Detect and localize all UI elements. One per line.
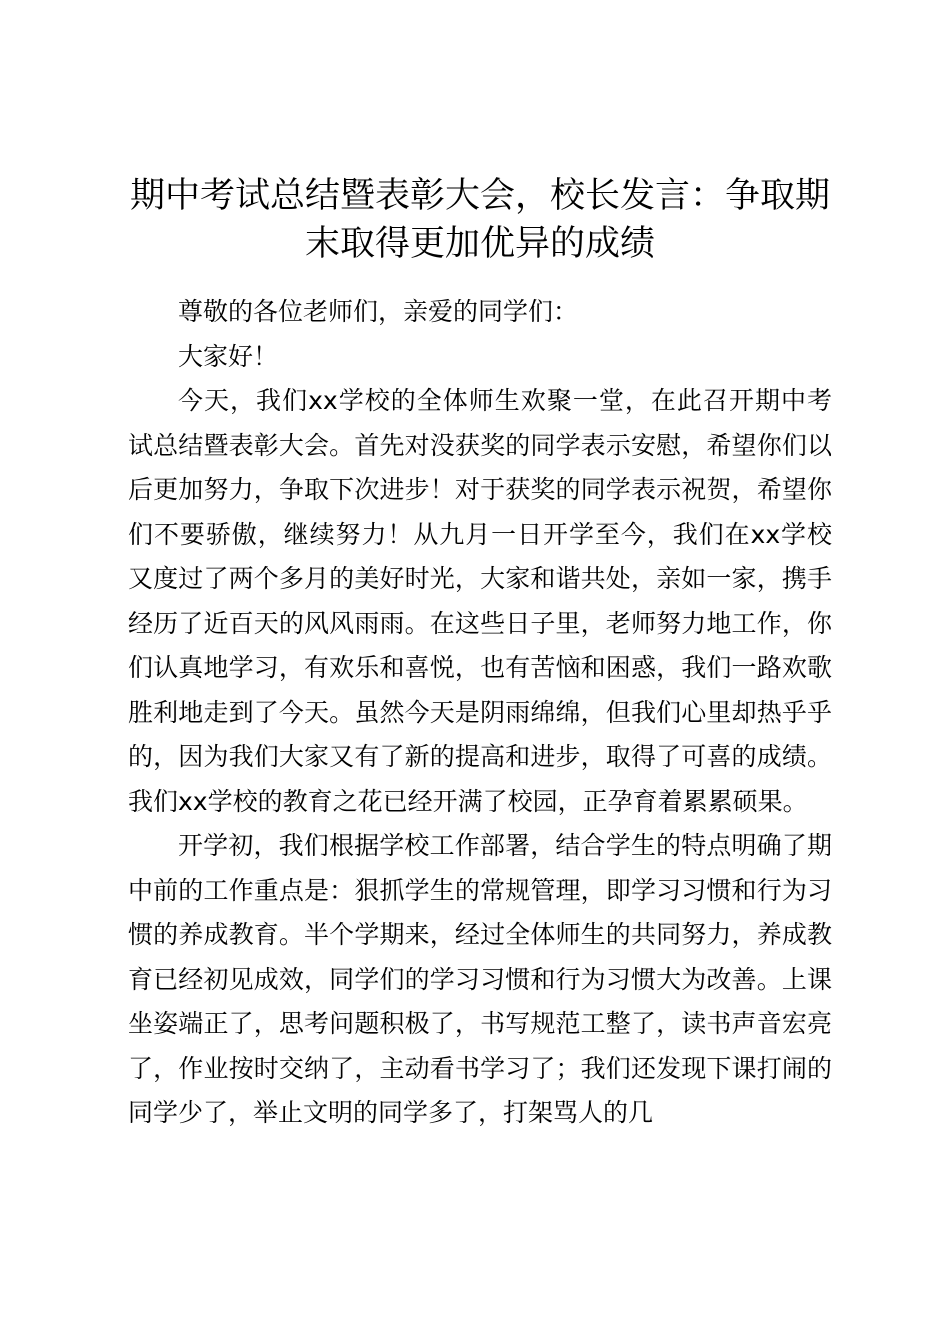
body-paragraph: 开学初，我们根据学校工作部署，结合学生的特点明确了期中前的工作重点是：狠抓学生的常规管理，即学习习惯和行为习惯的养成教育。半个学期来，经过全体师生的共同努力，养成教育已经初见成效，同学们的学习习惯和行为习惯大为改善。上课坐姿端正了，思考问题积极了，书写规范工整了，读书声音宏亮了，作业按时交纳了，主动看书学习了；我们还发现下课打闹的同学少了，举止文明的同学多了，打架骂人的几 xyxy=(128,831,832,1127)
document-title: 期中考试总结暨表彰大会，校长发言：争取期末取得更加优异的成绩 xyxy=(129,176,830,264)
document-body xyxy=(128,290,832,1136)
document-content xyxy=(128,172,832,1136)
greeting-paragraph: 大家好！ xyxy=(178,341,279,371)
body-paragraph: 今天，我们xx学校的全体师生欢聚一堂，在此召开期中考试总结暨表彰大会。首先对没获奖的同学表示安慰，希望你们以后更加努力，争取下次进步！对于获奖的同学表示祝贺，希望你们不要骄傲，继续努力！从九月一日开学至今，我们在xx学校又度过了两个多月的美好时光，大家和谐共处，亲如一家，携手经历了近百天的风风雨雨。在这些日子里，老师努力地工作，你们认真地学习，有欢乐和喜悦，也有苦恼和困惑，我们一路欢歌胜利地走到了今天。虽然今天是阴雨绵绵，但我们心里却热乎乎的，因为我们大家又有了新的提高和进步，取得了可喜的成绩。我们xx学校的教育之花已经开满了校园，正孕育着累累硕果。 xyxy=(128,386,832,816)
salutation-paragraph: 尊敬的各位老师们，亲爱的同学们： xyxy=(178,297,579,326)
